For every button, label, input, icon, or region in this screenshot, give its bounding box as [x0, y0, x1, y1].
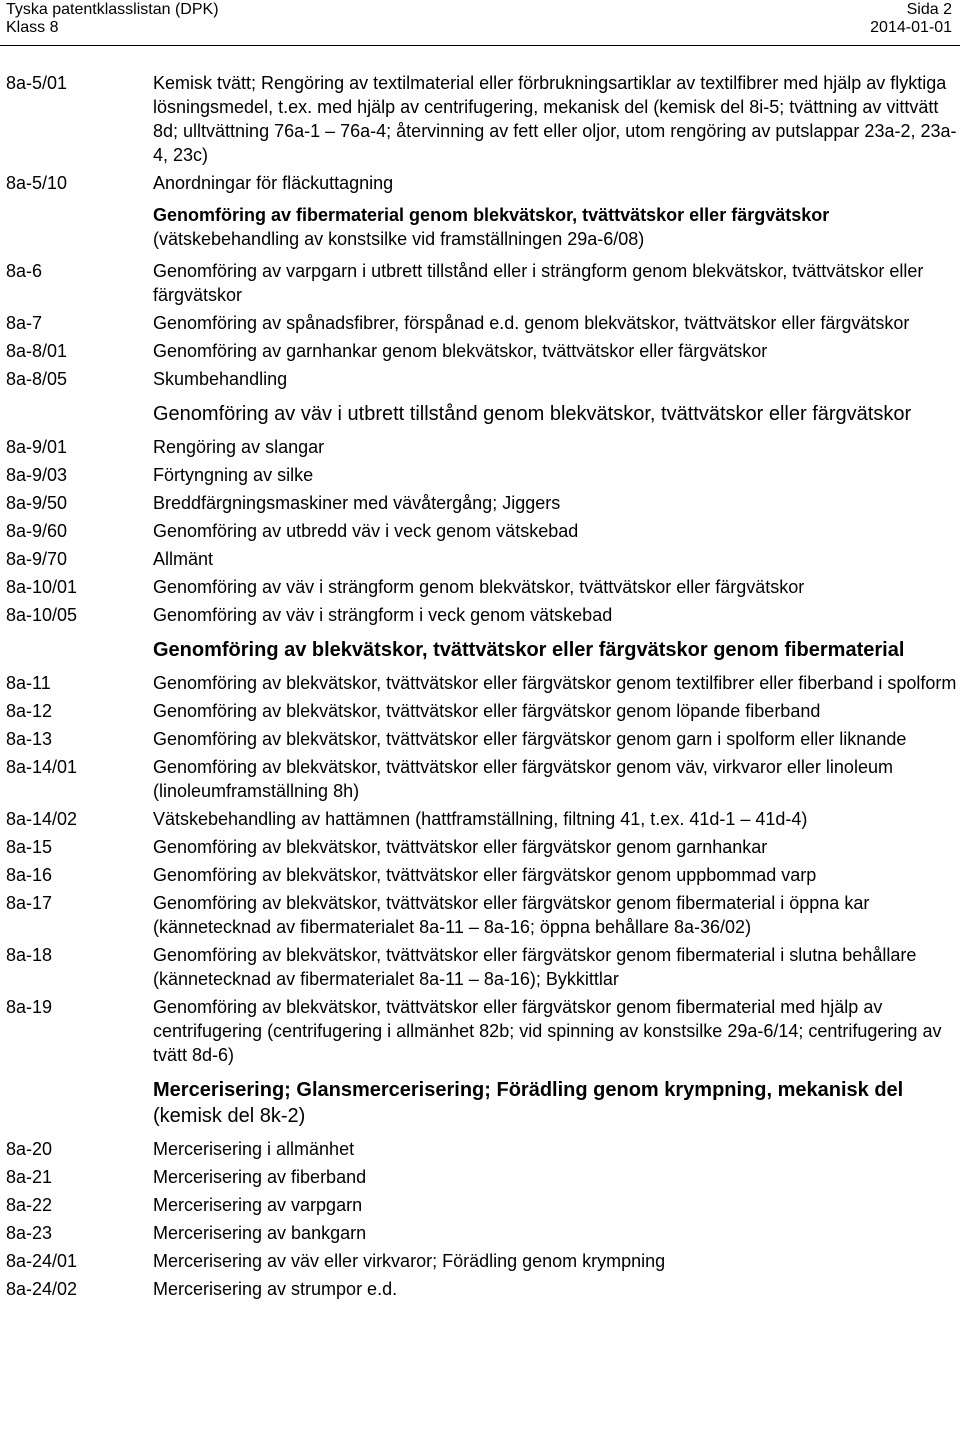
class-code: 8a-19	[6, 997, 53, 1017]
class-description: Förtyngning av silke	[153, 465, 314, 485]
class-description: Genomföring av blekvätskor, tvättvätskor eller färgvätskor genom löpande fiberband	[153, 701, 821, 721]
class-description: Mercerisering av bankgarn	[153, 1223, 367, 1243]
class-code: 8a-17	[6, 893, 53, 913]
class-code: 8a-6	[6, 261, 43, 281]
class-code: 8a-5/10	[6, 173, 68, 193]
list-item	[0, 699, 960, 723]
list-item	[0, 547, 960, 571]
class-description: Genomföring av utbredd väv i veck genom vätskebad	[153, 521, 579, 541]
section-heading-bold: Mercerisering; Glansmercerisering; Förädling genom krympning, mekanisk del	[153, 1079, 904, 1101]
class-description: Vätskebehandling av hattämnen (hattframställning, filtning 41, t.ex. 41d-1 – 41d-4)	[153, 809, 808, 829]
document-title: Tyska patentklasslistan (DPK)	[6, 1, 219, 18]
list-item	[0, 435, 960, 459]
class-code: 8a-14/02	[6, 809, 78, 829]
list-item	[0, 1249, 960, 1273]
list-item	[0, 603, 960, 627]
class-code: 8a-5/01	[6, 73, 68, 93]
list-item	[0, 671, 960, 695]
section-heading-note: (kemisk del 8k-2)	[153, 1105, 306, 1127]
list-item	[0, 171, 960, 195]
section-heading-bold: Genomföring av blekvätskor, tvättvätskor eller färgvätskor genom fibermaterial	[153, 639, 905, 661]
class-description: Genomföring av varpgarn i utbrett tillstånd eller i strängform genom blekvätskor, tvättvätskor eller färgvätskor	[153, 261, 924, 305]
class-description: Genomföring av blekvätskor, tvättvätskor eller färgvätskor genom garn i spolform eller liknande	[153, 729, 907, 749]
class-code: 8a-7	[6, 313, 43, 333]
section-heading-note: (vätskebehandling av konstsilke vid framställningen 29a-6/08)	[153, 229, 645, 249]
list-item	[0, 943, 960, 991]
class-code: 8a-9/70	[6, 549, 68, 569]
class-code: 8a-9/50	[6, 493, 68, 513]
class-description: Genomföring av garnhankar genom blekvätskor, tvättvätskor eller färgvätskor	[153, 341, 768, 361]
list-item	[0, 863, 960, 887]
class-description: Mercerisering av strumpor e.d.	[153, 1279, 398, 1299]
class-description: Genomföring av väv i strängform genom blekvätskor, tvättvätskor eller färgvätskor	[153, 577, 805, 597]
class-code: 8a-21	[6, 1167, 53, 1187]
list-item	[0, 491, 960, 515]
section-heading	[0, 1077, 960, 1129]
list-item	[0, 463, 960, 487]
section-heading-text: Genomföring av väv i utbrett tillstånd genom blekvätskor, tvättvätskor eller färgvätskor	[153, 403, 912, 425]
class-code: 8a-22	[6, 1195, 53, 1215]
list-item	[0, 1193, 960, 1217]
list-item	[0, 339, 960, 363]
class-description: Genomföring av blekvätskor, tvättvätskor eller färgvätskor genom fibermaterial i öppna kar (kännetecknad av fibermaterialet 8a-11 – 8a-16; öppna behållare 8a-36/02)	[153, 893, 870, 937]
class-code: 8a-13	[6, 729, 53, 749]
list-item	[0, 1221, 960, 1245]
list-item	[0, 807, 960, 831]
class-code: 8a-9/03	[6, 465, 68, 485]
class-description: Mercerisering av fiberband	[153, 1167, 367, 1187]
class-description: Allmänt	[153, 549, 214, 569]
class-description: Kemisk tvätt; Rengöring av textilmaterial eller förbrukningsartiklar av textilfibrer med hjälp av flyktiga lösningsmedel, t.ex. med hjälp av centrifugering, mekanisk del (kemisk del 8i-5; tvättning av vittvätt 8d; ulltvättning 76a-1 – 76a-4; återvinning av fett eller oljor, utom rengöring av putslappar 23a-2, 23a-4, 23c)	[153, 73, 957, 165]
class-description: Genomföring av väv i strängform i veck genom vätskebad	[153, 605, 613, 625]
list-item	[0, 755, 960, 803]
class-code: 8a-18	[6, 945, 53, 965]
list-item	[0, 259, 960, 307]
section-heading	[0, 637, 960, 663]
list-item	[0, 891, 960, 939]
class-code: 8a-24/01	[6, 1251, 78, 1271]
classification-list	[0, 71, 960, 1305]
class-code: 8a-15	[6, 837, 53, 857]
class-description: Mercerisering i allmänhet	[153, 1139, 355, 1159]
class-code: 8a-9/01	[6, 437, 68, 457]
list-item	[0, 1277, 960, 1301]
list-item	[0, 1165, 960, 1189]
class-code: 8a-10/05	[6, 605, 78, 625]
list-item	[0, 575, 960, 599]
section-heading-bold: Genomföring av fibermaterial genom blekvätskor, tvättvätskor eller färgvätskor	[153, 205, 830, 225]
class-description: Genomföring av blekvätskor, tvättvätskor eller färgvätskor genom fibermaterial med hjälp av centrifugering (centrifugering i allmänhet 82b; vid spinning av konstsilke 29a-6/14; centrifugering av tvätt 8d-6)	[153, 997, 942, 1065]
class-description: Genomföring av blekvätskor, tvättvätskor eller färgvätskor genom uppbommad varp	[153, 865, 817, 885]
list-item	[0, 995, 960, 1067]
list-item	[0, 1137, 960, 1161]
class-description: Genomföring av spånadsfibrer, förspånad e.d. genom blekvätskor, tvättvätskor eller färgvätskor	[153, 313, 910, 333]
list-item	[0, 727, 960, 751]
class-description: Genomföring av blekvätskor, tvättvätskor eller färgvätskor genom väv, virkvaror eller linoleum (linoleumframställning 8h)	[153, 757, 893, 801]
class-code: 8a-9/60	[6, 521, 68, 541]
class-code: 8a-20	[6, 1139, 53, 1159]
class-description: Genomföring av blekvätskor, tvättvätskor eller färgvätskor genom fibermaterial i slutna behållare (kännetecknad av fibermaterialet 8a-11 – 8a-16); Bykkittlar	[153, 945, 917, 989]
class-code: 8a-23	[6, 1223, 53, 1243]
document-date: 2014-01-01	[870, 19, 952, 36]
class-description: Genomföring av blekvätskor, tvättvätskor eller färgvätskor genom garnhankar	[153, 837, 768, 857]
class-code: 8a-8/05	[6, 369, 68, 389]
header-divider	[0, 45, 960, 46]
list-item	[0, 71, 960, 167]
class-code: 8a-16	[6, 865, 53, 885]
list-item	[0, 311, 960, 335]
class-description: Mercerisering av varpgarn	[153, 1195, 363, 1215]
class-code: 8a-12	[6, 701, 53, 721]
class-code: 8a-14/01	[6, 757, 78, 777]
list-item	[0, 835, 960, 859]
class-code: 8a-8/01	[6, 341, 68, 361]
class-description: Mercerisering av väv eller virkvaror; Förädling genom krympning	[153, 1251, 666, 1271]
class-description: Rengöring av slangar	[153, 437, 325, 457]
class-code: 8a-10/01	[6, 577, 78, 597]
class-description: Breddfärgningsmaskiner med vävåtergång; Jiggers	[153, 493, 561, 513]
section-heading	[0, 203, 960, 251]
class-label: Klass 8	[6, 19, 59, 36]
list-item	[0, 519, 960, 543]
page-number: Sida 2	[906, 1, 952, 18]
class-description: Genomföring av blekvätskor, tvättvätskor eller färgvätskor genom textilfibrer eller fiberband i spolform	[153, 673, 957, 693]
class-code: 8a-24/02	[6, 1279, 78, 1299]
section-heading	[0, 401, 960, 427]
list-item	[0, 367, 960, 391]
class-code: 8a-11	[6, 673, 51, 693]
class-description: Anordningar för fläckuttagning	[153, 173, 394, 193]
class-description: Skumbehandling	[153, 369, 288, 389]
